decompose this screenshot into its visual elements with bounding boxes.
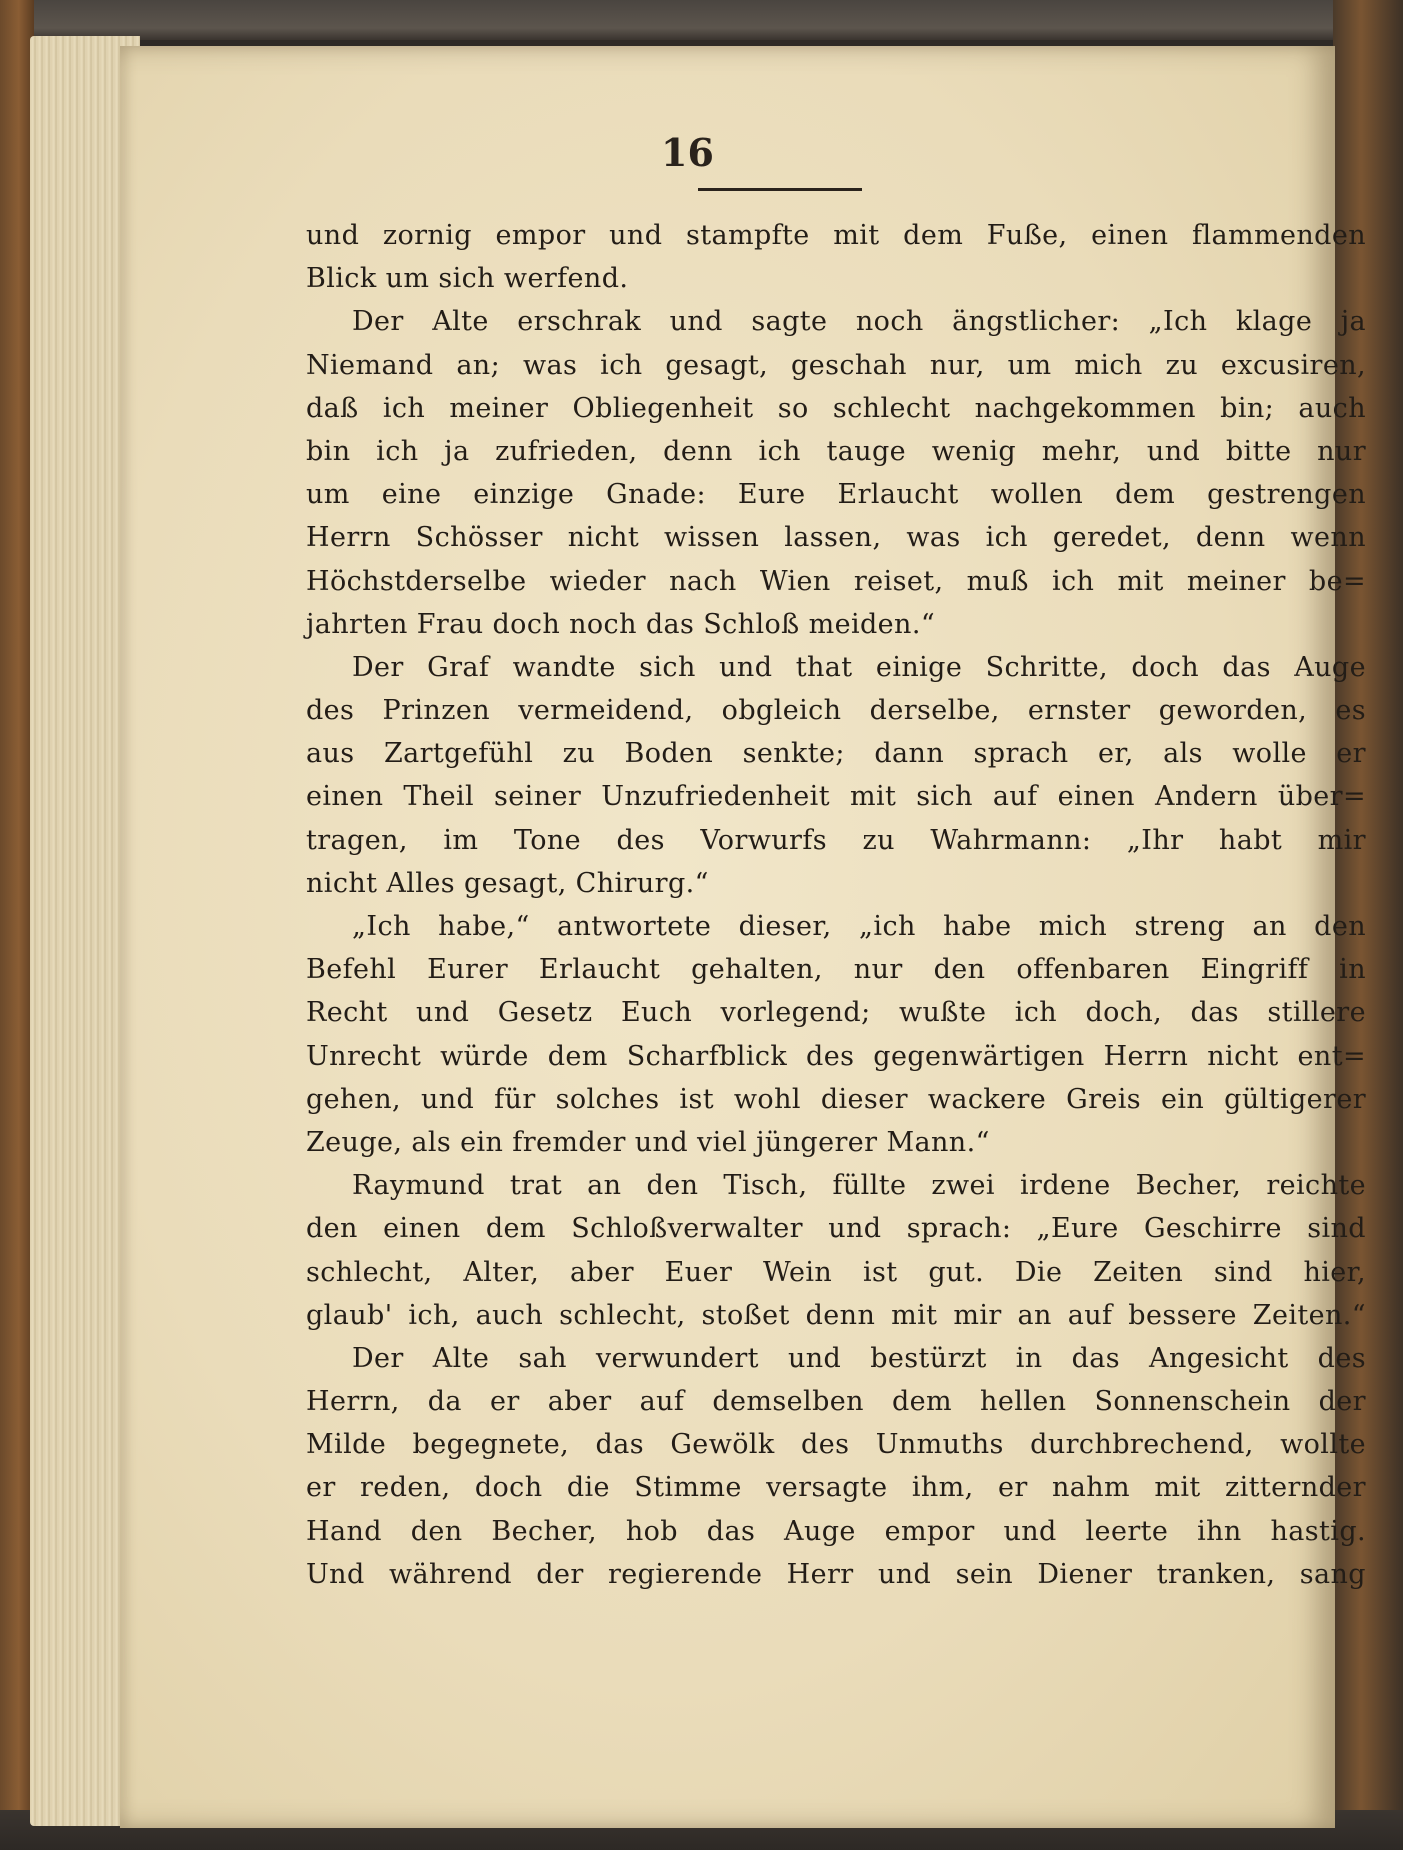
text-line: Zeuge, als ein fremder und viel jüngerer Mann.“ <box>306 1126 990 1158</box>
text-line: Der Graf wandte sich und that einige Schritte, doch das Auge <box>352 651 1366 683</box>
text-line: Herrn, da er aber auf demselben dem hellen Sonnenschein der <box>306 1386 1366 1418</box>
text-line: er reden, doch die Stimme versagte ihm, er nahm mit zitternder <box>306 1472 1366 1504</box>
book-cover-top-edge <box>0 0 1403 40</box>
text-line: Raymund trat an den Tisch, füllte zwei irdene Becher, reichte <box>352 1170 1366 1202</box>
text-line: Der Alte sah verwundert und bestürzt in das Angesicht des <box>352 1342 1366 1374</box>
text-line: aus Zartgefühl zu Boden senkte; dann sprach er, als wolle er <box>306 738 1366 770</box>
body-text <box>306 214 1366 1596</box>
text-line: Befehl Eurer Erlaucht gehalten, nur den offenbaren Eingriff in <box>306 954 1366 986</box>
text-line: des Prinzen vermeidend, obgleich derselbe, ernster geworden, es <box>306 695 1366 727</box>
text-line: gehen, und für solches ist wohl dieser wackere Greis ein gültigerer <box>306 1083 1366 1115</box>
text-line: Recht und Gesetz Euch vorlegend; wußte ich doch, das stillere <box>306 997 1366 1029</box>
text-line: Der Alte erschrak und sagte noch ängstlicher: „Ich klage ja <box>352 306 1366 338</box>
text-line: Milde begegnete, das Gewölk des Unmuths durchbrechend, wollte <box>306 1429 1366 1461</box>
text-line: Herrn Schösser nicht wissen lassen, was ich geredet, denn wenn <box>306 522 1366 554</box>
text-line: nicht Alles gesagt, Chirurg.“ <box>306 867 709 899</box>
text-line: Unrecht würde dem Scharfblick des gegenwärtigen Herrn nicht ent= <box>306 1040 1366 1072</box>
text-line: Niemand an; was ich gesagt, geschah nur, um mich zu excusiren, <box>306 349 1366 381</box>
text-line: und zornig empor und stampfte mit dem Fuße, einen flammenden <box>306 220 1366 251</box>
text-line: Hand den Becher, hob das Auge empor und leerte ihn hastig. <box>306 1515 1366 1547</box>
text-line: glaub' ich, auch schlecht, stoßet denn mit mir an auf bessere Zeiten.“ <box>306 1299 1366 1331</box>
text-line: schlecht, Alter, aber Euer Wein ist gut. Die Zeiten sind hier, <box>306 1256 1366 1288</box>
paper-page <box>120 46 1366 1828</box>
page-number: 16 <box>661 130 714 175</box>
text-line: Höchstderselbe wieder nach Wien reiset, muß ich mit meiner be= <box>306 565 1366 597</box>
text-line: daß ich meiner Obliegenheit so schlecht nachgekommen bin; auch <box>306 392 1366 424</box>
text-line: den einen dem Schloßverwalter und sprach: „Eure Geschirre sind <box>306 1213 1366 1245</box>
text-line: Blick um sich werfend. <box>306 263 629 295</box>
text-line: jahrten Frau doch noch das Schloß meiden.“ <box>306 608 936 640</box>
text-line: bin ich ja zufrieden, denn ich tauge wenig mehr, und bitte nur <box>306 435 1366 467</box>
book-cover-left-edge <box>0 0 34 1850</box>
text-line: Und während der regierende Herr und sein Diener tranken, sang <box>306 1558 1366 1590</box>
text-line: tragen, im Tone des Vorwurfs zu Wahrmann: „Ihr habt mir <box>306 824 1366 856</box>
text-line: einen Theil seiner Unzufriedenheit mit sich auf einen Andern über= <box>306 781 1366 813</box>
text-line: um eine einzige Gnade: Eure Erlaucht wollen dem gestrengen <box>306 479 1366 511</box>
text-line: „Ich habe,“ antwortete dieser, „ich habe mich streng an den <box>352 911 1366 942</box>
page-number-rule <box>698 188 862 191</box>
